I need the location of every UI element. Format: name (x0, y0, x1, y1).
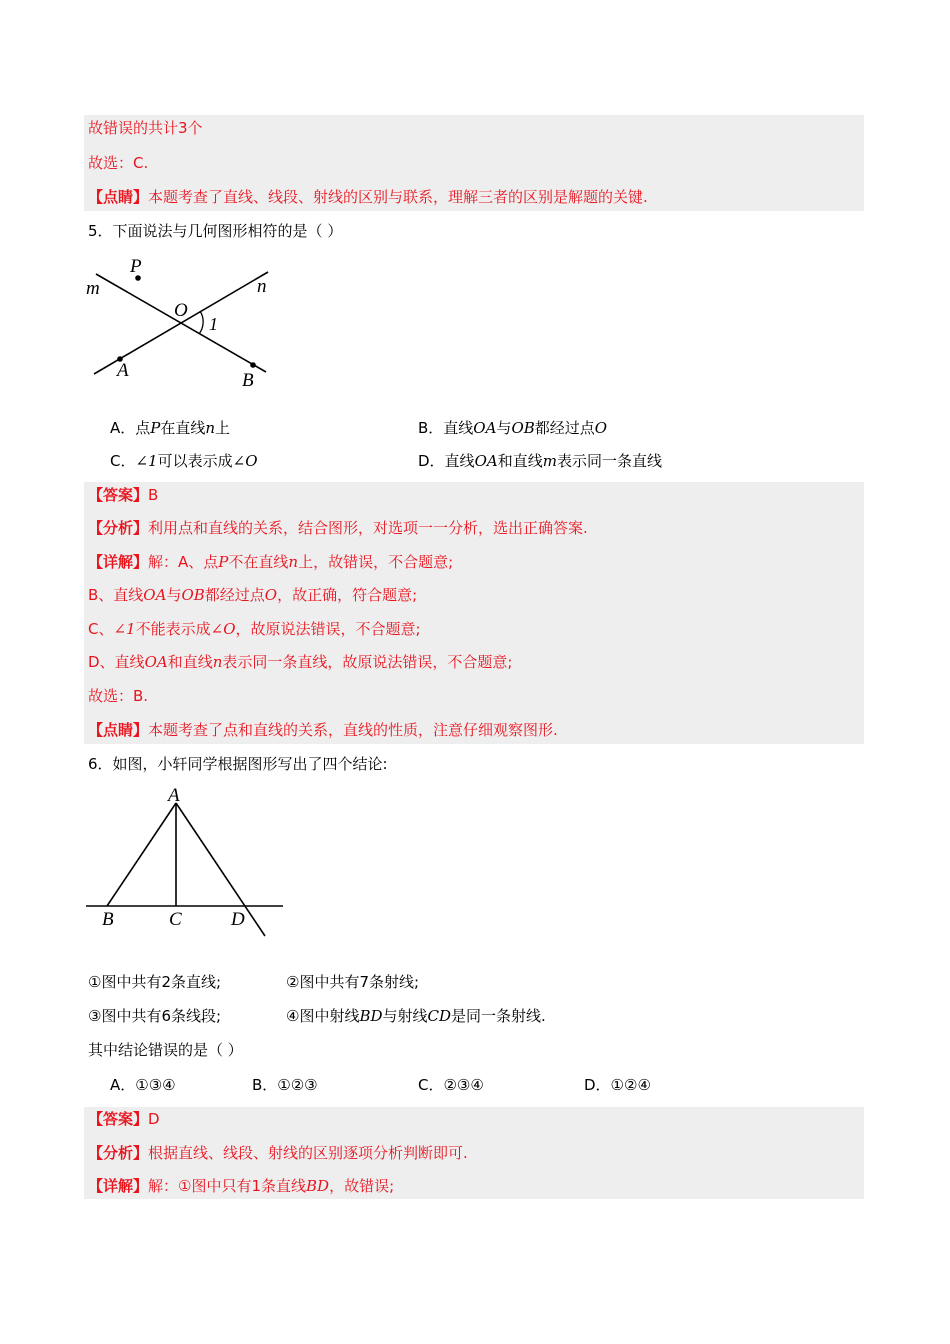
label-m: m (86, 278, 100, 299)
q5-analysis: 【分析】利用点和直线的关系，结合图形，对选项一一分析，选出正确答案. (88, 519, 588, 537)
solution-comment-line (88, 186, 648, 208)
question-6-stem: 6．如图，小轩同学根据图形写出了四个结论: (88, 755, 388, 773)
q5-detail-b: B、直线OA与OB都经过点O，故正确，符合题意; (88, 586, 418, 604)
q6-analysis: 【分析】根据直线、线段、射线的区别逐项分析判断即可. (88, 1144, 468, 1162)
q6-question: 其中结论错误的是（ ） (88, 1041, 243, 1059)
label-n: n (257, 276, 267, 297)
q5-comment: 【点睛】本题考查了点和直线的关系，直线的性质，注意仔细观察图形. (88, 721, 558, 739)
solution-choice-line: 故选：C. (88, 154, 149, 172)
q5-option-a: A．点P在直线n上 (110, 419, 231, 437)
comment-text: 本题考查了直线、线段、射线的区别与联系，理解三者的区别是解题的关键. (148, 188, 648, 206)
q6-option-a: A．①③④ (110, 1076, 176, 1094)
label-a: A (168, 785, 180, 806)
question-6-figure (84, 783, 294, 943)
angle-1-arc (199, 311, 203, 334)
label-b: B (102, 909, 114, 930)
q6-option-d: D．①②④ (584, 1076, 651, 1094)
label-d: D (231, 909, 245, 930)
solution-count-line: 故错误的共计3个 (88, 119, 203, 137)
q6-answer: 【答案】D (88, 1110, 160, 1128)
q5-option-d: D．直线OA和直线m表示同一条直线 (418, 452, 662, 470)
q6-detail: 【详解】解：①图中只有1条直线BD，故错误; (88, 1177, 395, 1195)
label-angle-1: 1 (209, 314, 218, 334)
point-b-dot (250, 362, 256, 368)
ray-ad (176, 803, 265, 936)
label-o: O (174, 300, 188, 321)
q5-detail-c: C、∠1不能表示成∠O，故原说法错误，不合题意; (88, 620, 421, 638)
label-b: B (242, 370, 254, 391)
q5-detail: 【详解】解：A、点P不在直线n上，故错误，不合题意; (88, 553, 454, 571)
question-5-figure (84, 252, 284, 392)
question-5-stem: 5．下面说法与几何图形相符的是（ ） (88, 222, 343, 240)
segment-ab (107, 803, 176, 906)
q5-detail-d: D、直线OA和直线n表示同一条直线，故原说法错误，不合题意; (88, 653, 513, 671)
q5-choice: 故选：B. (88, 687, 149, 705)
q6-conclusion-4: ④图中射线BD与射线CD是同一条射线. (286, 1007, 546, 1025)
label-c: C (169, 909, 182, 930)
q5-option-c: C．∠1可以表示成∠O (110, 452, 258, 470)
q6-option-c: C．②③④ (418, 1076, 484, 1094)
q6-option-b: B．①②③ (252, 1076, 318, 1094)
q5-answer: 【答案】B (88, 486, 159, 504)
label-p: P (130, 256, 142, 277)
q5-option-b: B．直线OA与OB都经过点O (418, 419, 608, 437)
q6-conclusion-2: ②图中共有7条射线; (286, 973, 420, 991)
label-a: A (117, 360, 129, 381)
q6-conclusion-3: ③图中共有6条线段; (88, 1007, 222, 1025)
comment-tag: 【点睛】 (88, 188, 149, 206)
q6-conclusion-1: ①图中共有2条直线; (88, 973, 222, 991)
